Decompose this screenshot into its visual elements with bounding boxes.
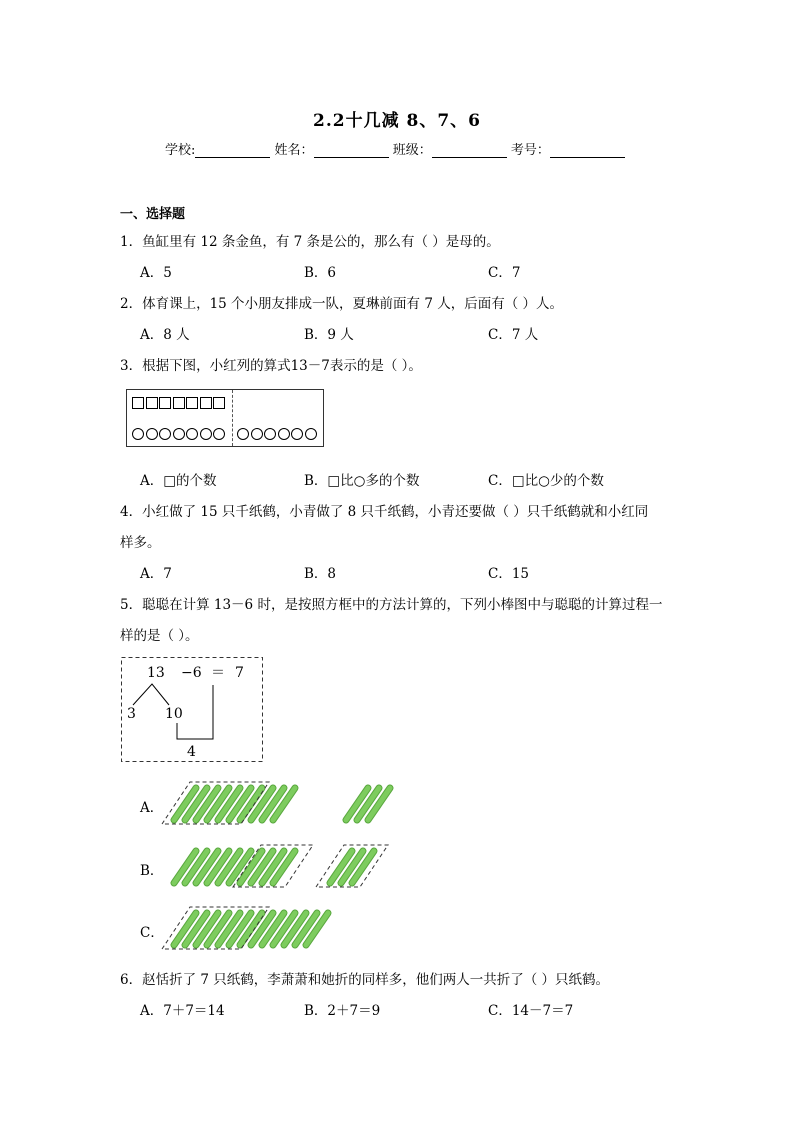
q5-minus6: −6 xyxy=(181,665,202,681)
q5-res: 7 xyxy=(235,665,244,681)
q6-option-a[interactable]: A．7＋7＝14 xyxy=(140,1003,225,1019)
q3-divider xyxy=(232,390,233,446)
number-field[interactable] xyxy=(550,143,625,158)
q3-square xyxy=(200,397,212,409)
name-label: 姓名： xyxy=(274,143,314,158)
q3-circle xyxy=(291,428,303,440)
number-label: 考号： xyxy=(510,143,550,158)
q4-option-c[interactable]: C．15 xyxy=(488,566,530,582)
q4-option-a[interactable]: A．7 xyxy=(140,566,172,582)
student-info xyxy=(165,139,625,158)
q1-option-a[interactable]: A．5 xyxy=(140,265,172,281)
q5-eq: ＝ xyxy=(211,665,225,681)
q5-option-a-sticks[interactable] xyxy=(160,780,400,825)
q3-circle xyxy=(132,428,144,440)
q3-square xyxy=(146,397,158,409)
q3-circle xyxy=(213,428,225,440)
q3-circle xyxy=(278,428,290,440)
q5-option-b-sticks[interactable] xyxy=(160,843,400,888)
q3-circle xyxy=(264,428,276,440)
q2-option-a[interactable]: A．8 人 xyxy=(140,327,190,343)
q3-square xyxy=(173,397,185,409)
q1-option-c[interactable]: C．7 xyxy=(488,265,521,281)
page-title: 2.2十几减 8、7、6 xyxy=(313,111,481,131)
q1-option-b[interactable]: B．6 xyxy=(304,265,337,281)
class-label: 班级： xyxy=(392,143,432,158)
q3-circle xyxy=(200,428,212,440)
q5-n4: 4 xyxy=(187,744,196,760)
q5-option-a[interactable]: A． xyxy=(140,800,164,816)
q6-option-b[interactable]: B．2＋7＝9 xyxy=(304,1003,381,1019)
q3-square xyxy=(186,397,198,409)
q3-square xyxy=(132,397,144,409)
q3-figure xyxy=(126,389,324,447)
q2-option-b[interactable]: B．9 人 xyxy=(304,327,354,343)
q5-option-b[interactable]: B． xyxy=(140,863,164,879)
q5-method-figure xyxy=(121,657,263,763)
q3-circle xyxy=(237,428,249,440)
q3-option-a[interactable]: A．□的个数 xyxy=(140,473,217,489)
q3-square xyxy=(159,397,171,409)
class-field[interactable] xyxy=(432,143,507,158)
q5-split-lines xyxy=(133,684,169,705)
q5-option-c-sticks[interactable] xyxy=(160,905,400,950)
q4-option-b[interactable]: B．8 xyxy=(304,566,337,582)
q5-n13: 13 xyxy=(147,665,165,681)
q5-option-c[interactable]: C． xyxy=(140,925,164,941)
question-3: 3．根据下图，小红列的算式13－7表示的是（ ）。 xyxy=(120,358,422,374)
question-5: 5．聪聪在计算 13－6 时，是按照方框中的方法计算的，下列小棒图中与聪聪的计算过程一 xyxy=(120,597,663,613)
q3-circle xyxy=(251,428,263,440)
q3-option-b[interactable]: B．□比○多的个数 xyxy=(304,473,420,489)
q5-n10: 10 xyxy=(165,706,183,722)
school-field[interactable] xyxy=(195,143,270,158)
q5-n3: 3 xyxy=(127,706,136,722)
q2-option-c[interactable]: C．7 人 xyxy=(488,327,539,343)
name-field[interactable] xyxy=(314,143,389,158)
q6-option-c[interactable]: C．14－7＝7 xyxy=(488,1003,574,1019)
question-6: 6．赵恬折了 7 只纸鹤，李萧萧和她折的同样多，他们两人一共折了（ ）只纸鹤。 xyxy=(120,972,610,988)
q3-circle xyxy=(186,428,198,440)
question-4: 4．小红做了 15 只千纸鹤，小青做了 8 只千纸鹤，小青还要做（ ）只千纸鹤就和小红同 xyxy=(120,504,649,520)
q3-circle xyxy=(173,428,185,440)
section-heading: 一、选择题 xyxy=(120,207,186,222)
q3-circle xyxy=(146,428,158,440)
q3-circle xyxy=(305,428,317,440)
question-5-cont: 样的是（ ）。 xyxy=(120,628,199,644)
q3-square xyxy=(213,397,225,409)
q3-circle xyxy=(159,428,171,440)
q3-option-c[interactable]: C．□比○少的个数 xyxy=(488,473,604,489)
question-2: 2．体育课上，15 个小朋友排成一队，夏琳前面有 7 人，后面有（ ）人。 xyxy=(120,296,564,312)
school-label: 学校: xyxy=(165,143,196,158)
question-4-cont: 样多。 xyxy=(120,535,161,551)
question-1: 1．鱼缸里有 12 条金鱼，有 7 条是公的，那么有（ ）是母的。 xyxy=(120,234,500,250)
